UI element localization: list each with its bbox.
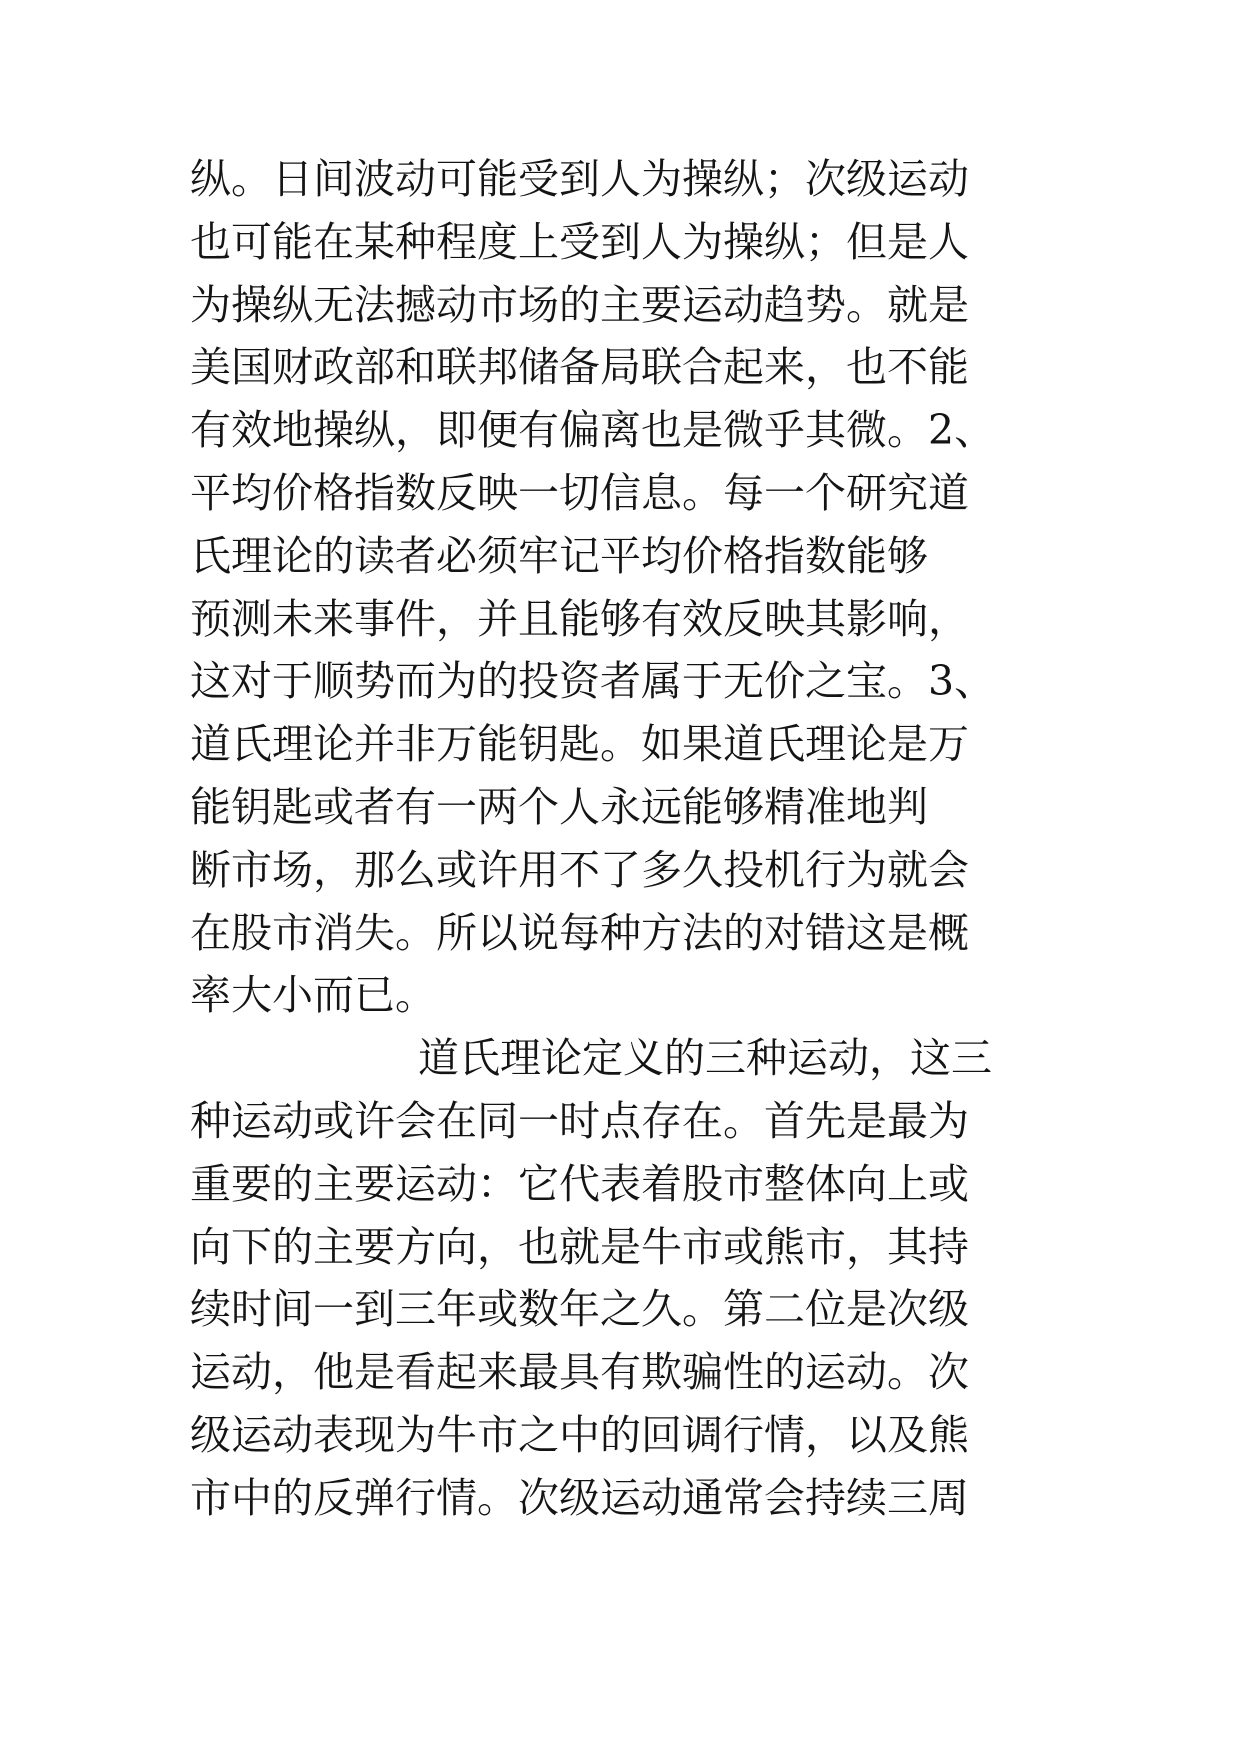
text-line: 率大小而已。 — [190, 971, 436, 1020]
text-line: 纵。日间波动可能受到人为操纵；次级运动 — [190, 155, 969, 203]
text-line: 有效地操纵，即便有偏离也是微乎其微。2、 — [190, 406, 996, 455]
text-line: 预测未来事件，并且能够有效反映其影响， — [190, 594, 969, 643]
body-text — [190, 148, 1070, 1530]
text-line: 运动，他是看起来最具有欺骗性的运动。次 — [190, 1348, 969, 1397]
text-line: 断市场，那么或许用不了多久投机行为就会 — [190, 845, 969, 894]
text-line: 能钥匙或者有一两个人永远能够精准地判 — [190, 782, 928, 831]
text-line: 平均价格指数反映一切信息。每一个研究道 — [190, 468, 969, 517]
text-line: 种运动或许会在同一时点存在。首先是最为 — [190, 1096, 969, 1145]
text-line: 向下的主要方向，也就是牛市或熊市，其持 — [190, 1222, 969, 1271]
text-line: 重要的主要运动：它代表着股市整体向上或 — [190, 1159, 969, 1208]
text-line: 这对于顺势而为的投资者属于无价之宝。3、 — [190, 657, 996, 706]
paragraph-start-line: 道氏理论定义的三种运动，这三 — [418, 1034, 992, 1083]
text-line: 美国财政部和联邦储备局联合起来，也不能 — [190, 343, 969, 392]
text-line: 道氏理论并非万能钥匙。如果道氏理论是万 — [190, 720, 969, 769]
text-line: 为操纵无法撼动市场的主要运动趋势。就是 — [190, 280, 969, 329]
text-line: 也可能在某种程度上受到人为操纵；但是人 — [190, 217, 969, 266]
text-line: 级运动表现为牛市之中的回调行情，以及熊 — [190, 1410, 969, 1459]
text-line: 氏理论的读者必须牢记平均价格指数能够 — [190, 531, 928, 580]
text-line: 市中的反弹行情。次级运动通常会持续三周 — [190, 1473, 969, 1522]
text-line: 在股市消失。所以说每种方法的对错这是概 — [190, 908, 969, 957]
text-line: 续时间一到三年或数年之久。第二位是次级 — [190, 1285, 969, 1334]
